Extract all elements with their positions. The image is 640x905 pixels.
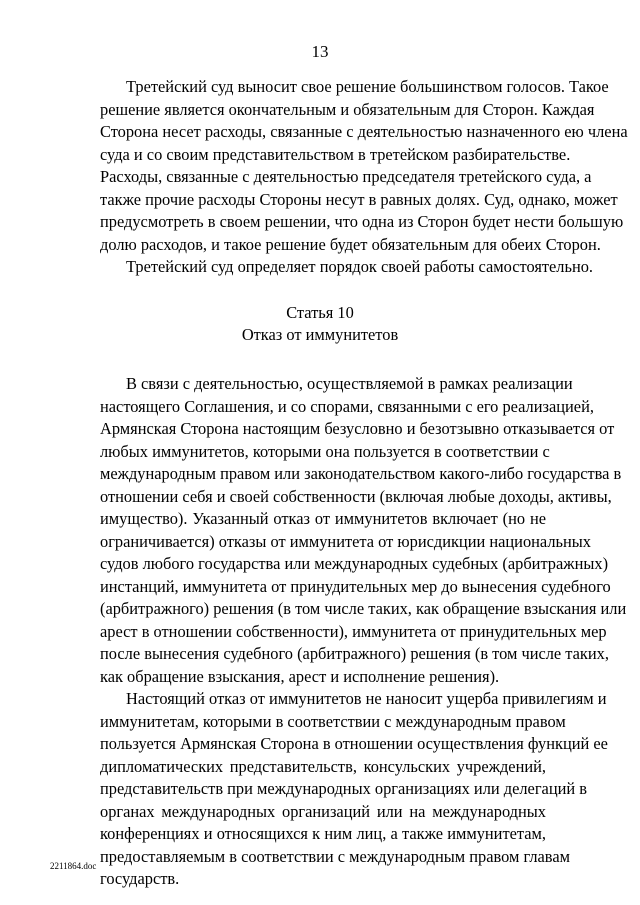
text-line: судов любого государства или международных судебных (арбитражных)	[100, 554, 609, 573]
text-line: предусмотреть в своем решении, что одна из Сторон будет нести большую	[100, 212, 624, 231]
text-line: имущество). Указанный отказ от иммунитетов включает (но не	[100, 509, 546, 528]
text-line: суда и со своим представительством в третейском разбирательстве.	[100, 144, 571, 164]
text-line: долю расходов, и такое решение будет обязательным для обеих Сторон.	[100, 234, 601, 254]
text-line: ограничивается) отказы от иммунитета от юрисдикции национальных	[100, 531, 591, 551]
paragraph-immunity-waiver	[100, 373, 627, 688]
text-line: иммунитетам, которыми в соответствии с международным правом	[100, 711, 566, 731]
text-line: (арбитражного) решения (в том числе таких, как обращение взыскания или	[100, 599, 627, 618]
text-line: настоящего Соглашения, и со спорами, связанными с его реализацией,	[100, 396, 594, 416]
text-line: органах международных организаций или на международных	[100, 801, 546, 821]
text-line: пользуется Армянская Сторона в отношении осуществления функций ее	[100, 734, 608, 753]
paragraph-privileges-preserved	[100, 688, 608, 891]
text-line: отношении себя и своей собственности (включая любые доходы, активы,	[100, 486, 612, 506]
text-line: предоставляемым в соответствии с международным правом главам	[100, 846, 570, 866]
text-line: Расходы, связанные с деятельностью председателя третейского суда, а	[100, 167, 592, 186]
text-line: любых иммунитетов, которыми она пользуется в соответствии с	[100, 441, 550, 461]
text-line: В связи с деятельностью, осуществляемой в рамках реализации	[126, 374, 573, 393]
paragraph-arbitration-procedure	[100, 256, 594, 279]
text-line: государств.	[100, 869, 180, 888]
text-line: дипломатических представительств, консульских учреждений,	[100, 756, 546, 776]
text-line: представительств при международных организациях или делегаций в	[100, 779, 587, 798]
text-line: решение является окончательным и обязательным для Сторон. Каждая	[100, 99, 595, 119]
text-line: Сторона несет расходы, связанные с деятельностью назначенного ею члена	[100, 122, 628, 141]
text-line: Третейский суд определяет порядок своей работы самостоятельно.	[126, 257, 594, 276]
text-line: после вынесения судебного (арбитражного) решения (в том числе таких,	[100, 644, 609, 663]
text-line: как обращение взыскания, арест и исполнение решения).	[100, 666, 500, 686]
page-number: 13	[311, 42, 329, 61]
text-line: Третейский суд выносит свое решение большинством голосов. Такое	[126, 77, 609, 96]
text-line: конференциях и относящихся к ним лиц, а также иммунитетам,	[100, 824, 546, 843]
text-line: Настоящий отказ от иммунитетов не наносит ущерба привилегиям и	[126, 689, 607, 708]
article-title: Отказ от иммунитетов	[241, 325, 399, 344]
text-line: Армянская Сторона настоящим безусловно и безотзывно отказывается от	[100, 419, 615, 438]
text-line: инстанций, иммунитета от принудительных мер до вынесения судебного	[100, 576, 611, 596]
text-line: международным правом или законодательством какого-либо государства в	[100, 464, 622, 483]
article-number: Статья 10	[286, 303, 354, 322]
document-filename: 2211864.doc	[50, 861, 97, 871]
text-line: арест в отношении собственности), иммунитета от принудительных мер	[100, 621, 607, 641]
paragraph-arbitration-decision	[100, 76, 628, 256]
text-line: также прочие расходы Стороны несут в равных долях. Суд, однако, может	[100, 189, 618, 209]
